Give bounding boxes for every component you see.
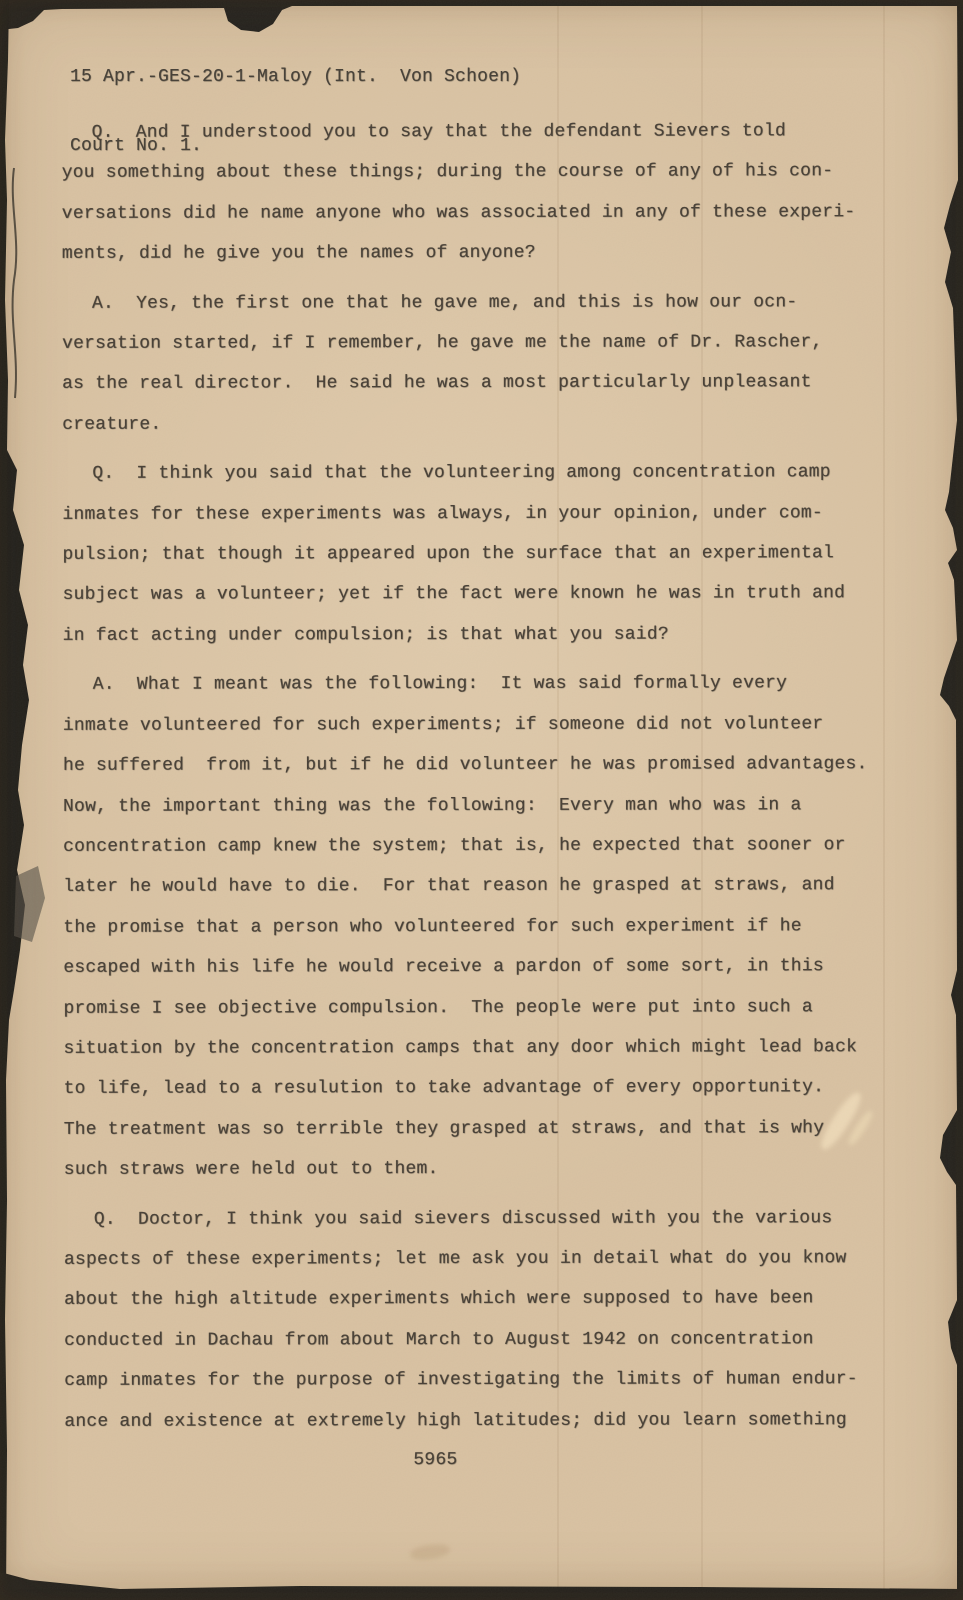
paragraph-question-2: Q. I think you said that the volunteering among concentration camp inmates for these experiments was always, in your opinion, under com- pulsion; that though it appeared upon the surface that an experimental subject was a volunteer; yet if the fact were known he was in truth and in fact acting under compulsion; is that what you said? xyxy=(62,462,846,646)
torn-edge-right xyxy=(940,0,963,1600)
torn-edge-bottom xyxy=(0,1572,963,1600)
torn-patch-gray xyxy=(14,866,45,942)
paragraph-answer-1: A. Yes, the first one that he gave me, and this is how our ocn- versation started, if I remember, he gave me the name of Dr. Rascher, as the real director. He said he was a most particularly unpleasant creature. xyxy=(62,291,823,435)
header-court-line: Court No. 1. xyxy=(70,136,203,156)
transcript-body xyxy=(62,111,881,1471)
header-case-line: 15 Apr.-GES-20-1-Maloy (Int. Von Schoen) xyxy=(70,67,522,87)
paper-crease xyxy=(883,0,885,1600)
paragraph-question-1: Q. And I understood you to say that the defendant Sievers told you something about these things; during the course of any of his con- versations did he name anyone who was associated in any of these experi- ments, did he give you the names of anyone? xyxy=(61,121,856,265)
torn-edge-left xyxy=(0,0,29,1600)
paragraph-answer-2: A. What I meant was the following: It was said formally every inmate volunteered for such experiments; if someone did not volunteer he suffered from it, but if he did volunteer he was promised advantages. Now, the important thing was the following: Every man who was in a concentration camp knew the system; that is, he expected that sooner or later he would have to die. For that reason he grasped at straws, and the promise that a person who volunteered for such experiment if he escaped with his life he would receive a pardon of some sort, in this promise I see objective compulsion. The people were put into such a situation by the concentration camps that any door which might lead back to life, lead to a resulution to take advantage of every opportunity. The treatment was so terrible they grasped at straws, and that is why such straws were held out to them. xyxy=(62,673,868,1181)
paragraph-question-3: Q. Doctor, I think you said sievers discussed with you the various aspects of these experiments; let me ask you in detail what do you know about the high altitude experiments which were supposed to have been conducted in Dachau from about March to August 1942 on concentration camp inmates for the purpose of investigating the limits of human endur- ance and existence at extremely high latitudes; did you learn something xyxy=(63,1207,858,1432)
page-number: 5965 xyxy=(413,1450,458,1471)
paper-stain xyxy=(409,1542,451,1561)
paper-crack xyxy=(13,168,17,398)
